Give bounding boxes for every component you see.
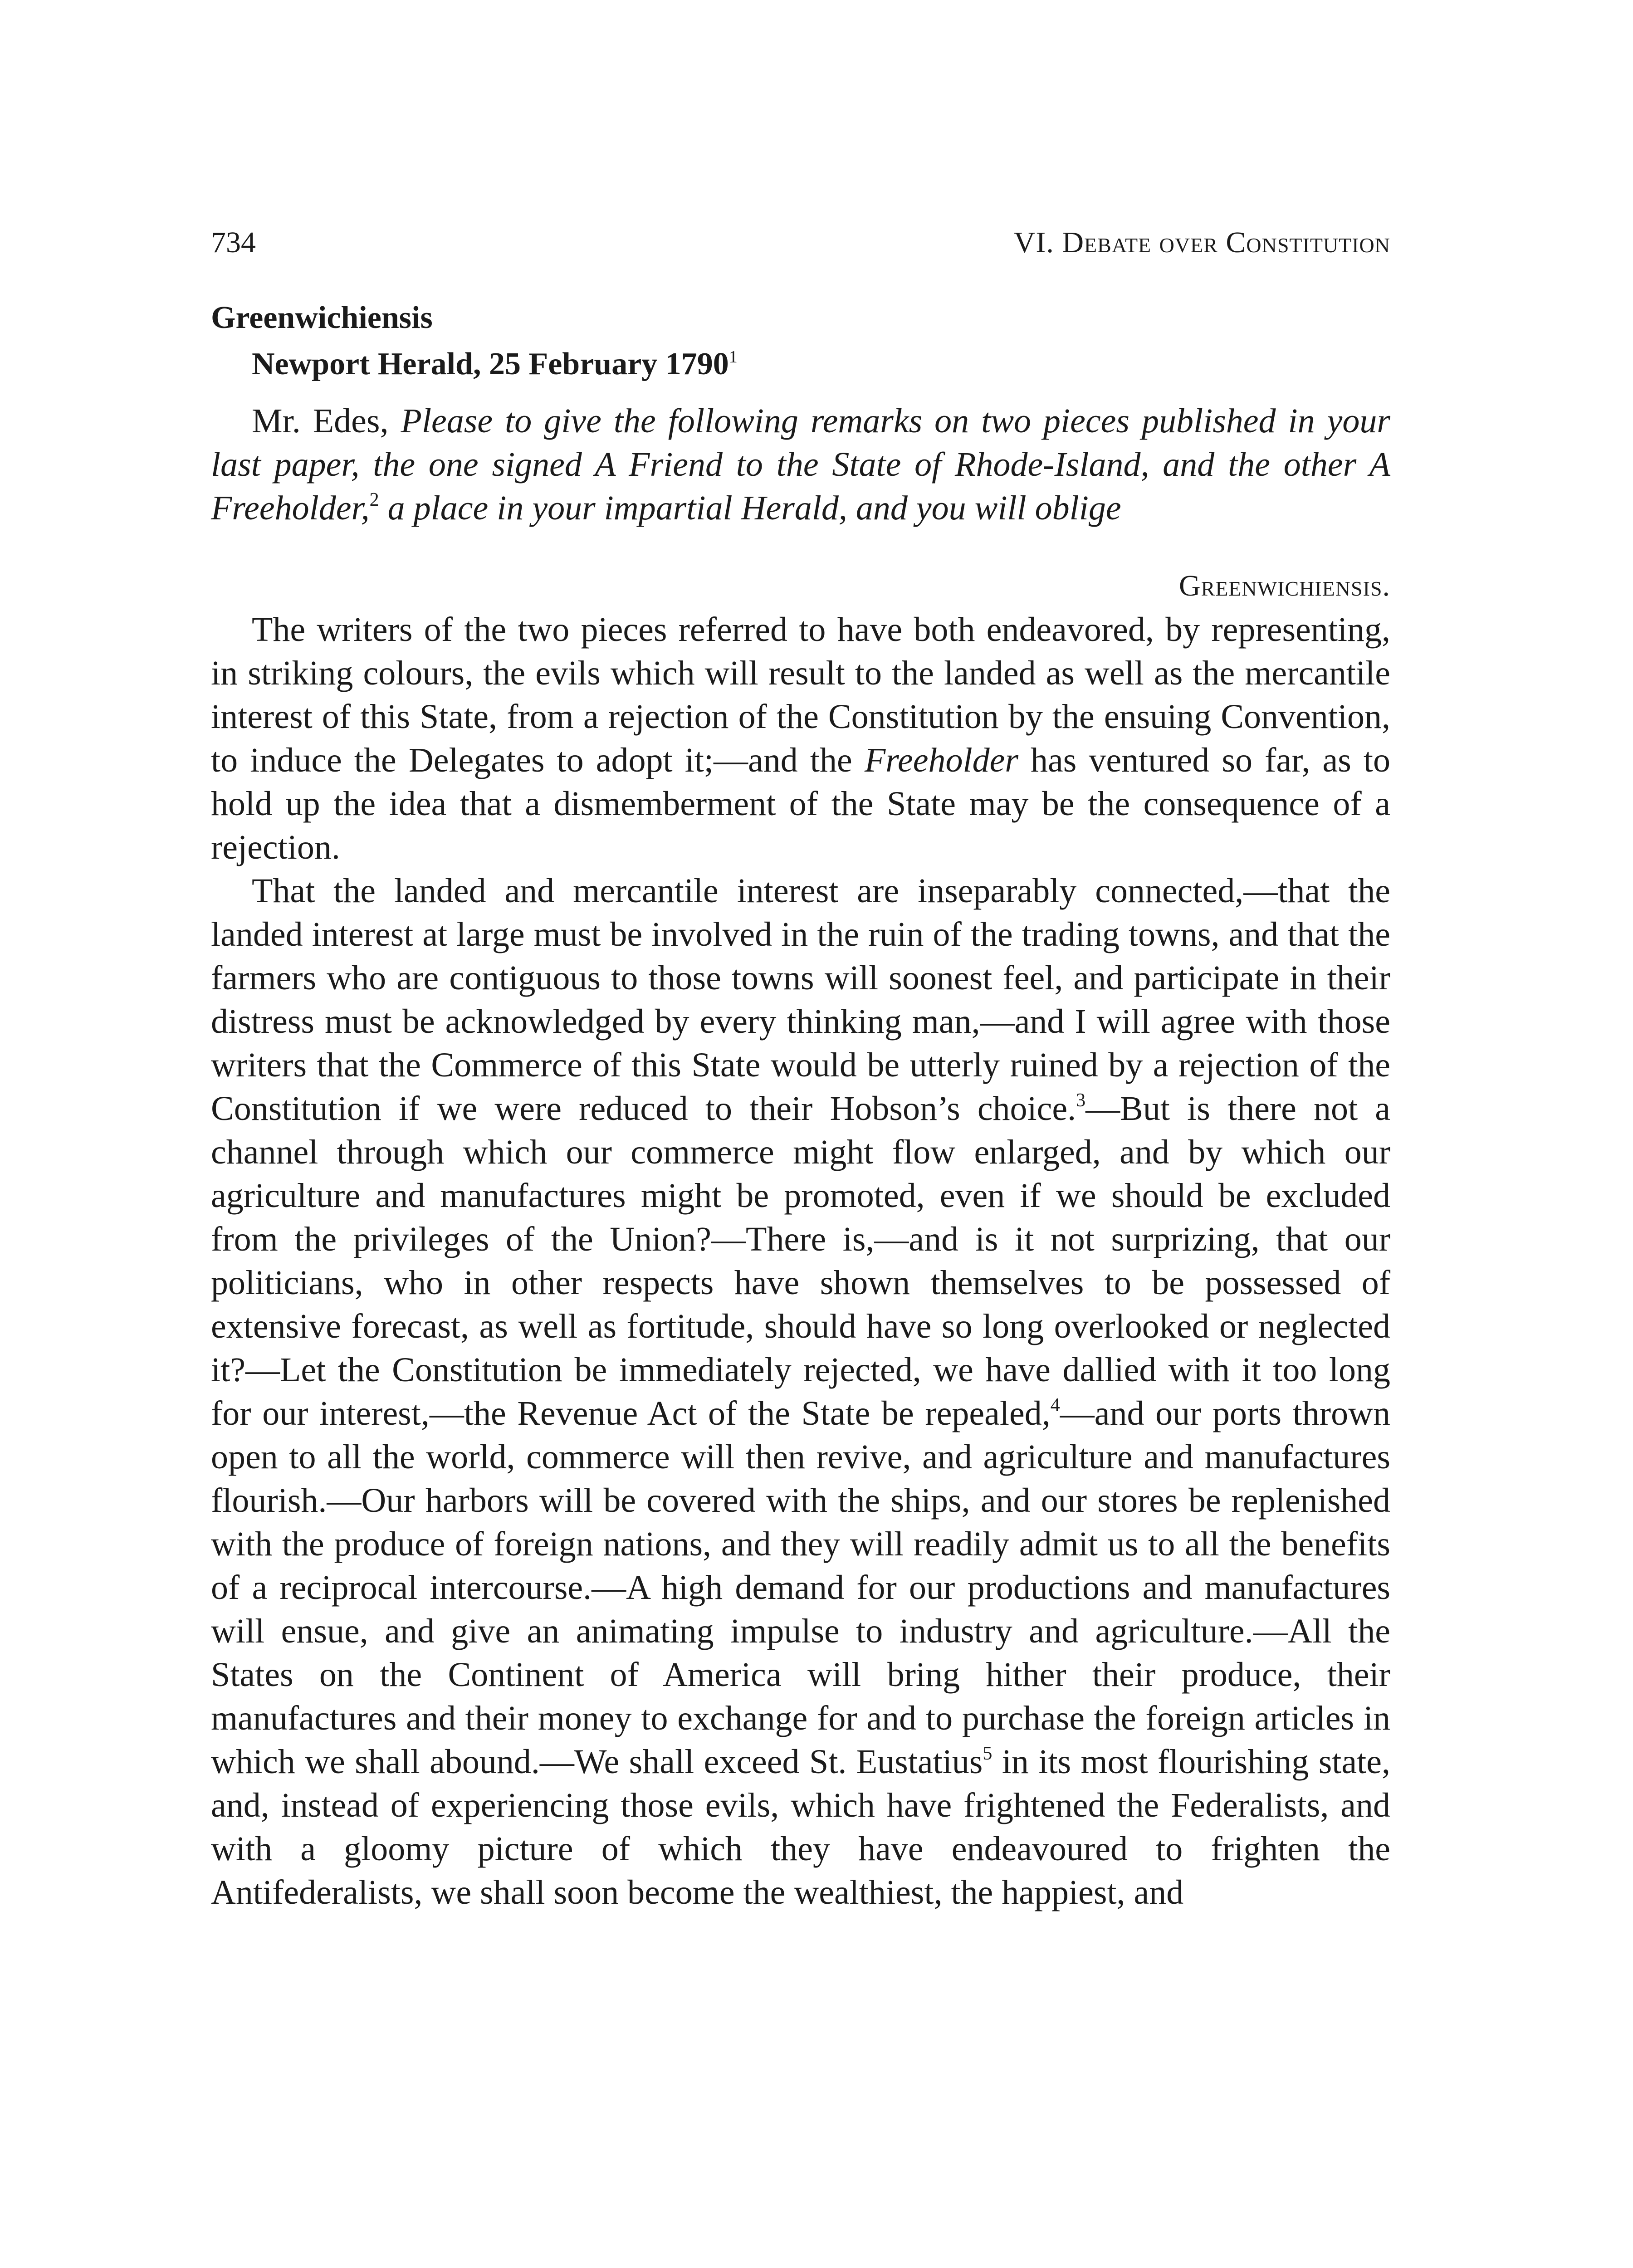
signature: Greenwichiensis. (1178, 569, 1390, 602)
footnote-ref-1: 1 (728, 347, 738, 367)
p1-text-b: has ventured so far, as to hold up the idea that a dismemberment of the State may be the consequence of a rejection. (211, 741, 1390, 866)
p2-text-b: —But is there not a channel through which our commerce might flow enlarged, and by which our agriculture and manufactures might be promoted, even if we should be excluded from the privileges of the Union?—There is,—and is it not surprizing, that our politicians, who in other respects have shown themselves to be possessed of extensive forecast, as well as fortitude, should have so long overlooked or neglected it?—Let the Constitution be immediately rejected, we have dallied with it too long for our interest,—the Revenue Act of the State be repealed, (211, 1090, 1390, 1432)
p2-text-c: —and our ports thrown open to all the world, commerce will then revive, and agriculture and manufactures flourish.—Our harbors will be covered with the ships, and our stores be replenished with the produce of foreign nations, and they will readily admit us to all the benefits of a reciprocal intercourse.—A high demand for our productions and manufactures will ensue, and give an animating impulse to industry and agriculture.—All the States on the Continent of America will bring hither their produce, their manufactures and their money to exchange for and to purchase the foreign articles in which we shall abound.—We shall exceed St. Eustatius (211, 1394, 1390, 1781)
page-number: 734 (211, 226, 256, 259)
footnote-ref-3: 3 (1076, 1090, 1086, 1111)
footnote-ref-5: 5 (983, 1743, 993, 1764)
p2-text-a: That the landed and mercantile interest are inseparably connected,—that the landed interest at large must be involved in the ruin of the trading towns, and that the farmers who are contiguous to those towns will soonest feel, and participate in their distress must be acknowledged by every thinking man,—and I will agree with those writers that the Commerce of this State would be utterly ruined by a rejection of the Constitution if we were reduced to their Hobson’s choice. (211, 872, 1390, 1128)
source-text: Newport Herald, 25 February 1790 (252, 347, 729, 381)
intro-paragraph (211, 399, 1390, 530)
footnote-ref-4: 4 (1050, 1395, 1060, 1416)
section-title: VI. Debate over Constitution (1013, 226, 1390, 259)
paragraph-1 (211, 608, 1390, 869)
p1-text-a: The writers of the two pieces referred to have both endeavored, by representing, in striking colours, the evils which will result to the landed as well as the mercantile interest of this State, from a rejection of the Constitution by the ensuing Convention, to induce the Delegates to adopt it;—and the (211, 611, 1390, 779)
salutation: Mr. Edes, (252, 402, 401, 440)
p2-text-d: in its most flourishing state, and, instead of experiencing those evils, which have frightened the Federalists, and with a gloomy picture of which they have endeavoured to frighten the Antifederalists, we shall soon become the wealthiest, the happiest, and (211, 1743, 1390, 1911)
footnote-ref-2: 2 (369, 489, 379, 510)
document-source (211, 341, 1390, 387)
document-page (211, 218, 1390, 1914)
p1-italic: Freeholder (864, 741, 1018, 779)
running-head (211, 218, 1390, 268)
request-text-2: a place in your impartial Herald, and you will oblige (379, 489, 1121, 527)
document-title: Greenwichiensis (211, 300, 433, 335)
request-text-1: Please to give the following remarks on two pieces published in your last paper, the one signed A Friend to the State of Rhode-Island, and the other A Freeholder, (211, 402, 1390, 527)
document-heading (211, 295, 1390, 387)
body-text (211, 608, 1390, 1914)
paragraph-2 (211, 869, 1390, 1914)
